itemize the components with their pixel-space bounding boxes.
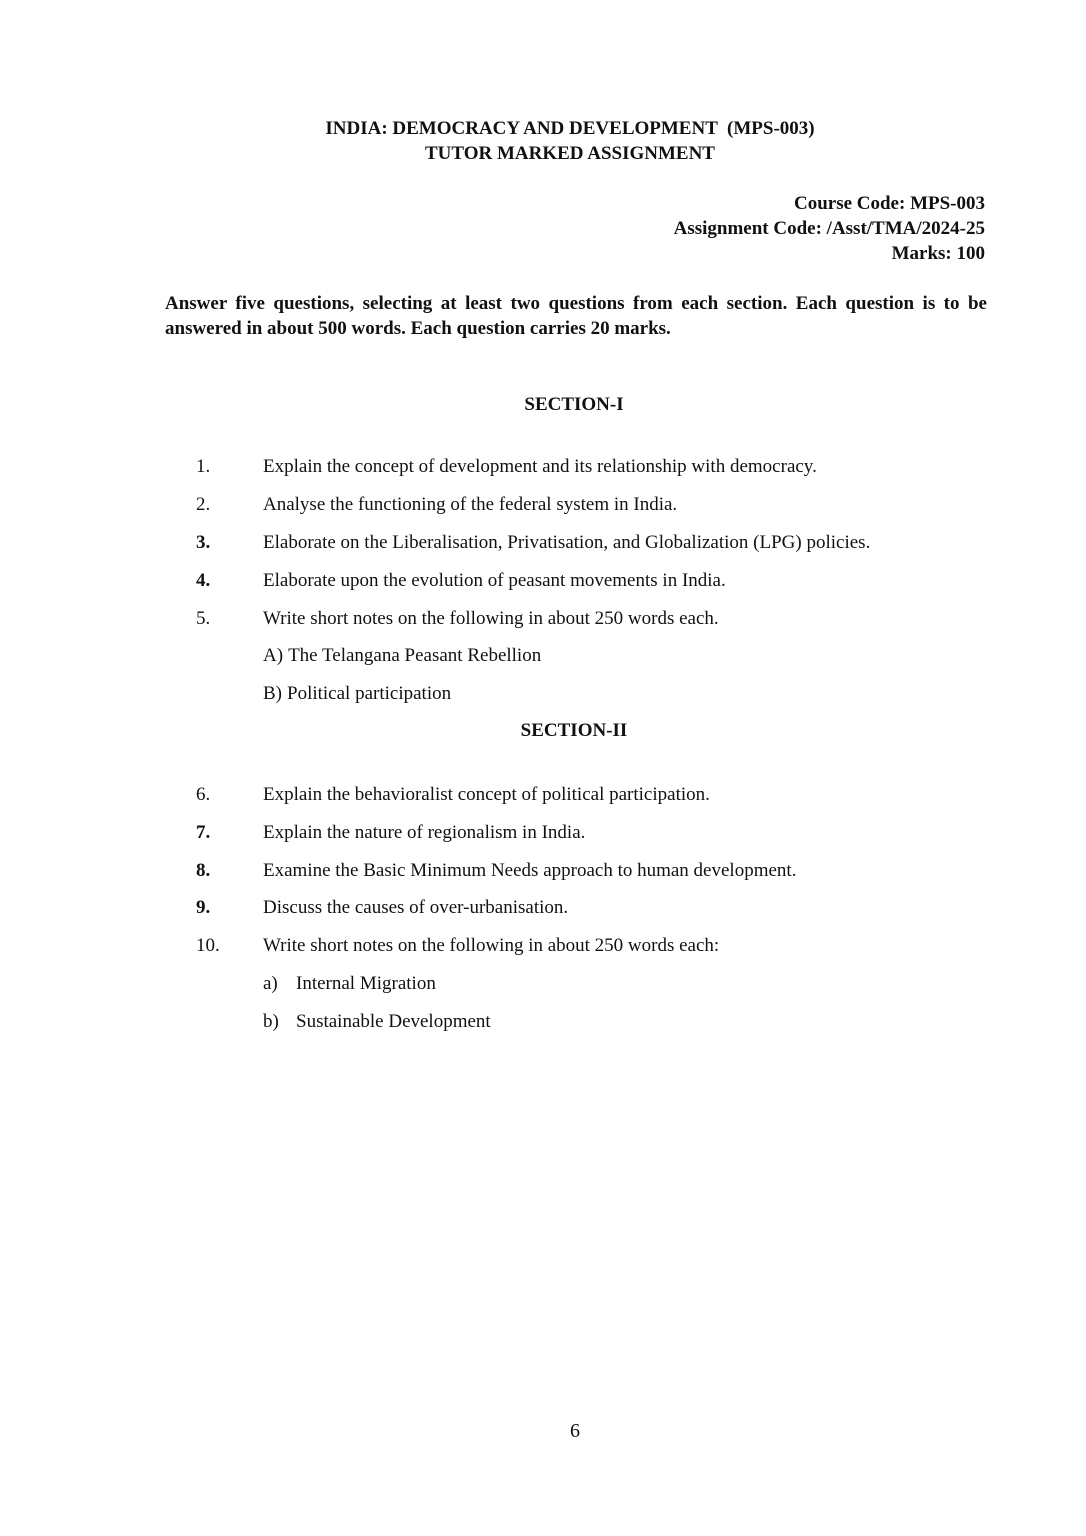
question-number: 4. xyxy=(196,570,211,591)
subitem-text: Sustainable Development xyxy=(296,1011,491,1032)
question-number: 3. xyxy=(196,532,211,553)
section-heading-2: SECTION-II xyxy=(520,720,628,741)
question-text: Explain the nature of regionalism in India. xyxy=(263,822,586,843)
title-line-2: TUTOR MARKED ASSIGNMENT xyxy=(425,143,715,164)
question-text: Examine the Basic Minimum Needs approach to human development. xyxy=(263,860,797,881)
subitem-5b xyxy=(263,681,451,706)
question-9 xyxy=(196,895,568,920)
question-4 xyxy=(196,568,726,593)
section-heading-1: SECTION-I xyxy=(524,394,624,415)
question-7 xyxy=(196,820,585,845)
course-code: Course Code: MPS-003 xyxy=(793,193,985,214)
question-number: 6. xyxy=(196,784,211,805)
question-number: 8. xyxy=(196,860,211,881)
question-number: 7. xyxy=(196,822,211,843)
subitem-text: Political participation xyxy=(287,683,452,704)
question-5 xyxy=(196,606,719,631)
subitem-10b xyxy=(263,1009,491,1034)
subitem-10a xyxy=(263,971,436,996)
document-title xyxy=(0,116,1086,166)
title-line-1: INDIA: DEMOCRACY AND DEVELOPMENT (MPS-003) xyxy=(325,118,815,139)
marks: Marks: 100 xyxy=(891,243,985,264)
page-number: 6 xyxy=(570,1420,580,1442)
question-number: 5. xyxy=(196,608,211,629)
question-number: 9. xyxy=(196,897,211,918)
assignment-code: Assignment Code: /Asst/TMA/2024-25 xyxy=(673,218,985,239)
subitem-5a xyxy=(263,643,541,668)
subitem-marker: A) xyxy=(263,645,284,666)
question-8 xyxy=(196,858,796,883)
question-text: Explain the concept of development and its relationship with democracy. xyxy=(263,456,817,477)
question-text: Elaborate on the Liberalisation, Privatisation, and Globalization (LPG) policies. xyxy=(263,532,871,553)
subitem-text: The Telangana Peasant Rebellion xyxy=(288,645,542,666)
question-number: 2. xyxy=(196,494,211,515)
question-text: Discuss the causes of over-urbanisation. xyxy=(263,897,569,918)
subitem-text: Internal Migration xyxy=(296,973,436,994)
question-number: 10. xyxy=(196,935,220,956)
question-text: Write short notes on the following in about 250 words each. xyxy=(263,608,719,629)
assignment-meta xyxy=(674,191,985,266)
question-2 xyxy=(196,492,677,517)
question-1 xyxy=(196,454,817,479)
instructions: Answer five questions, selecting at least two questions from each section. Each question is to be answered in about 500 words. Each question carries 20 marks. xyxy=(165,293,987,339)
question-text: Elaborate upon the evolution of peasant movements in India. xyxy=(263,570,726,591)
subitem-marker: a) xyxy=(263,973,278,994)
question-6 xyxy=(196,782,710,807)
subitem-marker: b) xyxy=(263,1011,279,1032)
question-text: Write short notes on the following in about 250 words each: xyxy=(263,935,720,956)
question-number: 1. xyxy=(196,456,211,477)
question-text: Explain the behavioralist concept of political participation. xyxy=(263,784,710,805)
question-10 xyxy=(196,933,719,958)
question-3 xyxy=(196,530,870,555)
question-text: Analyse the functioning of the federal system in India. xyxy=(263,494,678,515)
subitem-marker: B) xyxy=(263,683,282,704)
